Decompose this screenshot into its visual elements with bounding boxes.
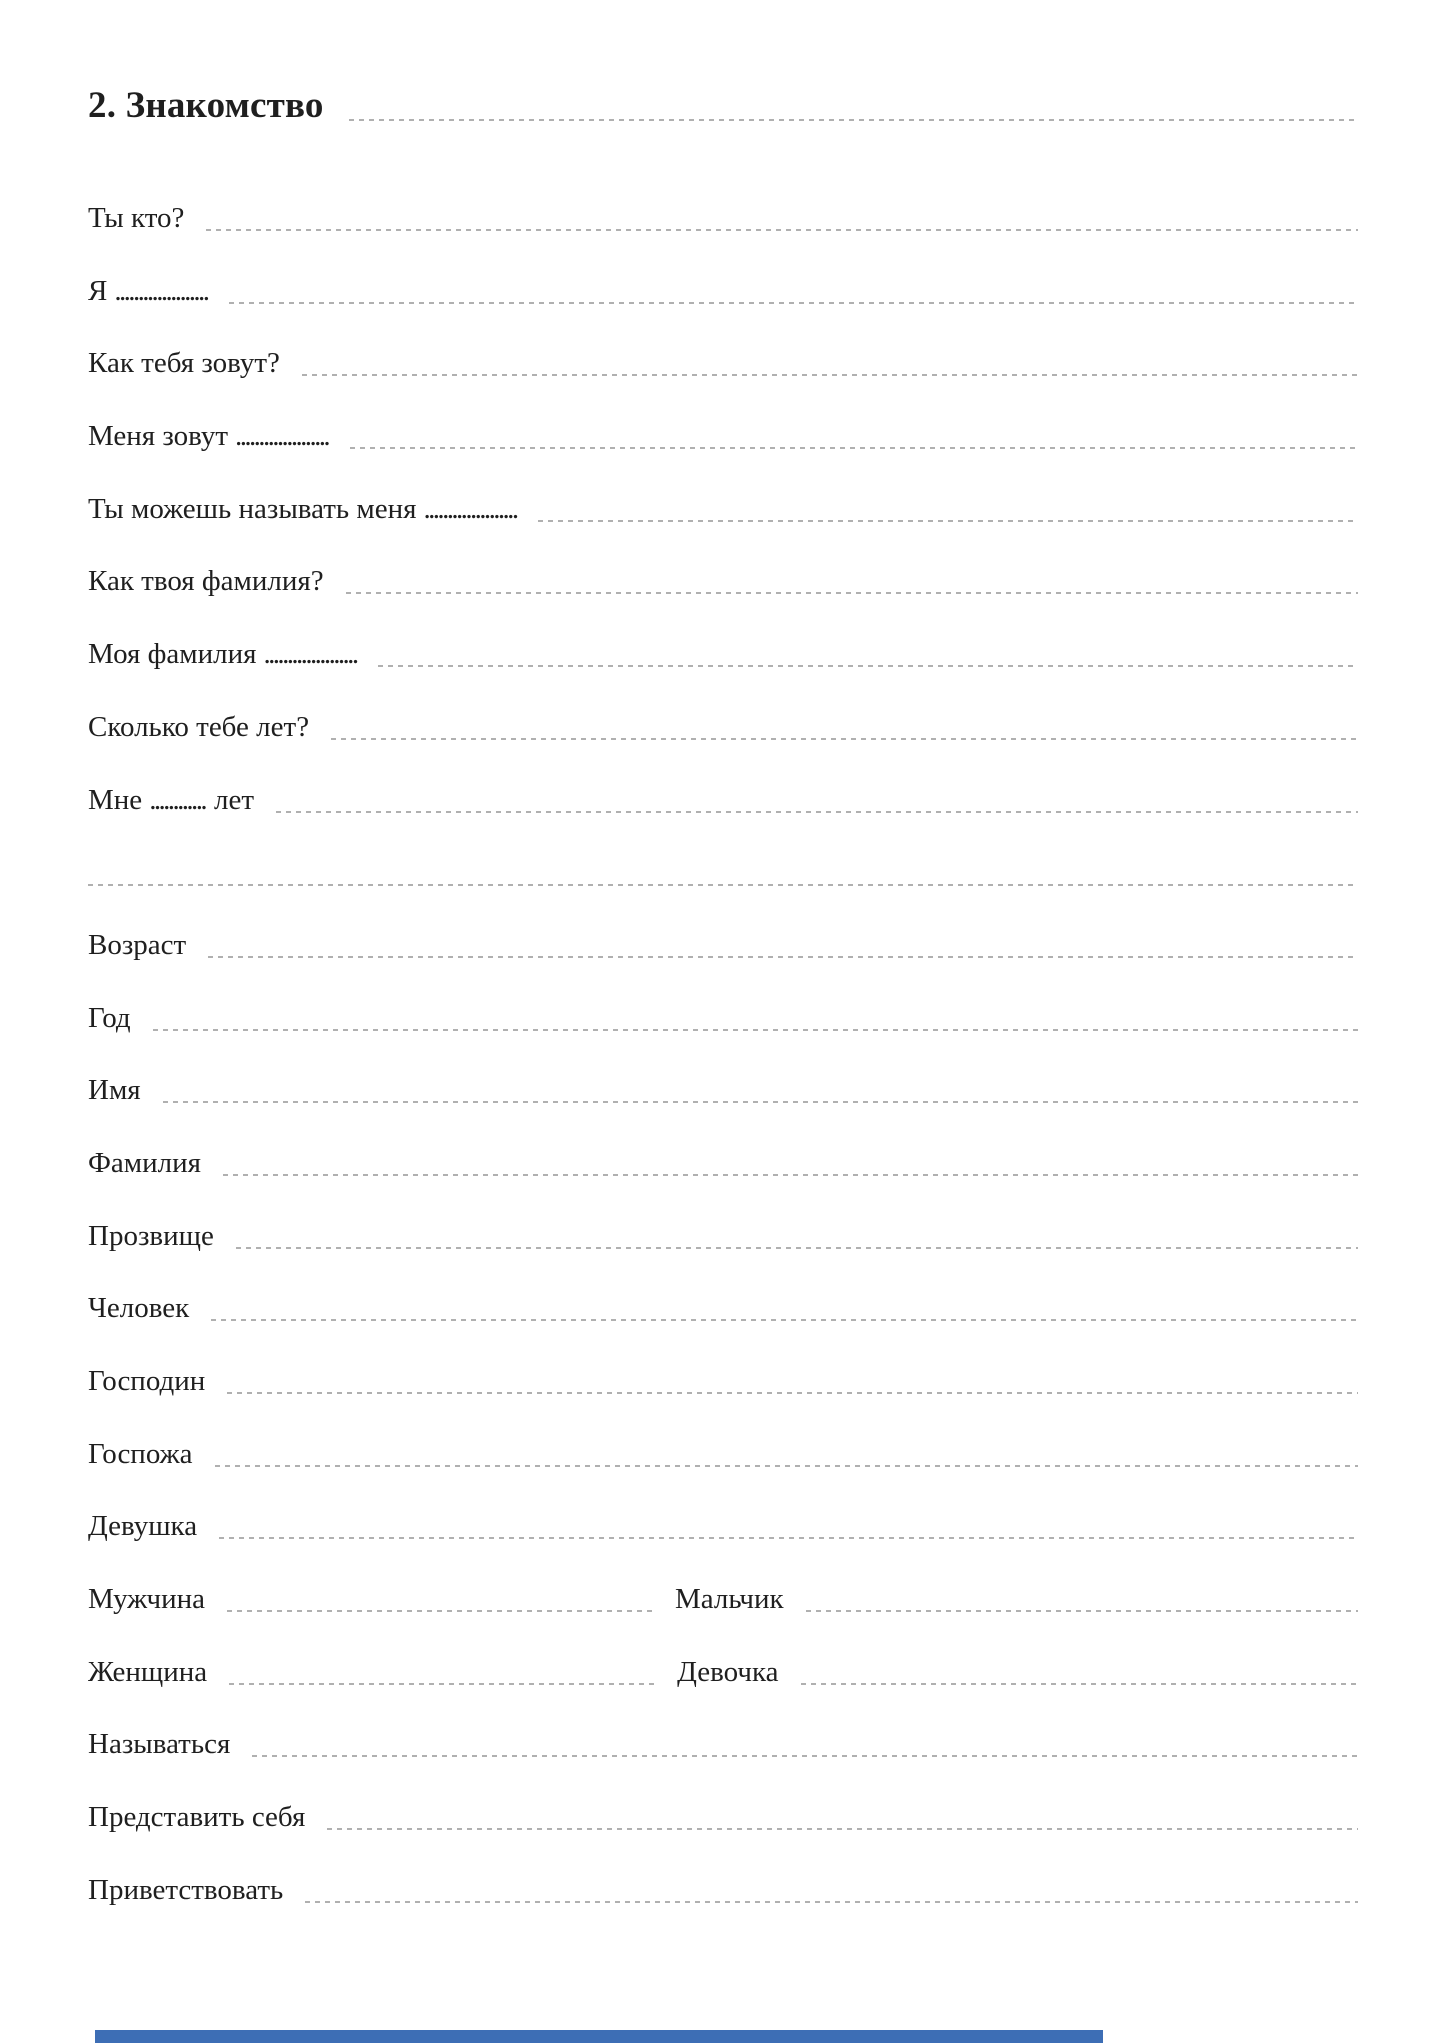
answer-line [88, 884, 1358, 886]
answer-line [223, 1174, 1358, 1176]
worksheet-row [88, 1219, 1358, 1292]
answer-line [346, 592, 1358, 594]
phrase-label-suffix: лет [214, 783, 255, 816]
answer-line [219, 1537, 1358, 1539]
answer-line [327, 1828, 1358, 1830]
answer-line [801, 1683, 1358, 1685]
phrase-label: Я [88, 274, 108, 307]
answer-line [229, 302, 1358, 304]
vocab-label-second: Девочка [677, 1655, 779, 1688]
fill-in-dots: .................... [114, 274, 208, 307]
worksheet-row [88, 637, 1358, 710]
worksheet-row [88, 1437, 1358, 1510]
answer-line [538, 520, 1358, 522]
worksheet-row [88, 1873, 1358, 1946]
answer-line [163, 1101, 1358, 1103]
phrase-label: Ты можешь называть меня [88, 492, 417, 525]
phrase-label: Как твоя фамилия? [88, 565, 324, 598]
vocab-label: Девушка [88, 1510, 198, 1543]
worksheet-row-two-column [88, 1582, 1358, 1655]
answer-line [276, 811, 1358, 813]
vocab-label: Приветствовать [88, 1873, 284, 1906]
worksheet-row [88, 564, 1358, 637]
answer-line [252, 1755, 1358, 1757]
vocab-label: Представить себя [88, 1801, 306, 1834]
vocab-label: Год [88, 1001, 131, 1034]
answer-line [229, 1683, 659, 1685]
worksheet-row [88, 928, 1358, 1001]
worksheet-rows [88, 201, 1358, 1946]
vocab-label: Человек [88, 1292, 190, 1325]
answer-line [378, 665, 1358, 667]
worksheet-row [88, 274, 1358, 347]
fill-in-dots: .................... [423, 492, 517, 525]
answer-line [305, 1901, 1358, 1903]
worksheet-row-empty [88, 855, 1358, 928]
worksheet-row [88, 1727, 1358, 1800]
vocab-label: Называться [88, 1728, 231, 1761]
vocab-label: Мужчина [88, 1583, 205, 1616]
phrase-label: Мне [88, 783, 143, 816]
answer-line [806, 1610, 1358, 1612]
vocab-label: Женщина [88, 1655, 208, 1688]
page-title: 2. Знакомство [88, 85, 324, 126]
vocab-label: Возраст [88, 928, 187, 961]
worksheet-row [88, 1800, 1358, 1873]
phrase-label: Ты кто? [88, 202, 185, 234]
vocab-label: Прозвище [88, 1219, 214, 1252]
answer-line [206, 229, 1358, 231]
fill-in-dots: ............ [149, 783, 205, 816]
answer-line [215, 1465, 1358, 1467]
fill-in-dots: .................... [263, 638, 357, 671]
worksheet-row [88, 1291, 1358, 1364]
answer-line [331, 738, 1358, 740]
vocab-label: Господин [88, 1365, 206, 1397]
title-row [88, 84, 1358, 128]
answer-line [227, 1392, 1358, 1394]
answer-line [153, 1029, 1358, 1031]
answer-line [236, 1247, 1358, 1249]
worksheet-row [88, 710, 1358, 783]
footer-accent-bar [95, 2030, 1103, 2043]
worksheet-row [88, 1146, 1358, 1219]
vocab-label: Фамилия [88, 1146, 201, 1179]
answer-line [302, 374, 1358, 376]
phrase-label: Меня зовут [88, 420, 229, 453]
phrase-label: Как тебя зовут? [88, 347, 280, 380]
worksheet-row [88, 1509, 1358, 1582]
vocab-label: Имя [88, 1074, 141, 1107]
fill-in-dots: .................... [235, 420, 329, 453]
phrase-label: Сколько тебе лет? [88, 710, 310, 743]
phrase-label: Моя фамилия [88, 638, 257, 671]
vocab-label: Госпожа [88, 1437, 193, 1470]
answer-line [350, 447, 1358, 449]
worksheet-row [88, 346, 1358, 419]
worksheet-row [88, 492, 1358, 565]
title-answer-line [349, 119, 1358, 121]
worksheet-row [88, 1073, 1358, 1146]
worksheet-row-two-column [88, 1655, 1358, 1728]
answer-line [211, 1319, 1358, 1321]
worksheet-row [88, 201, 1358, 274]
answer-line [227, 1610, 657, 1612]
worksheet-row [88, 1001, 1358, 1074]
worksheet-row [88, 783, 1358, 856]
worksheet-row [88, 1364, 1358, 1437]
worksheet-row [88, 419, 1358, 492]
answer-line [208, 956, 1358, 958]
vocab-label-second: Мальчик [675, 1583, 784, 1616]
